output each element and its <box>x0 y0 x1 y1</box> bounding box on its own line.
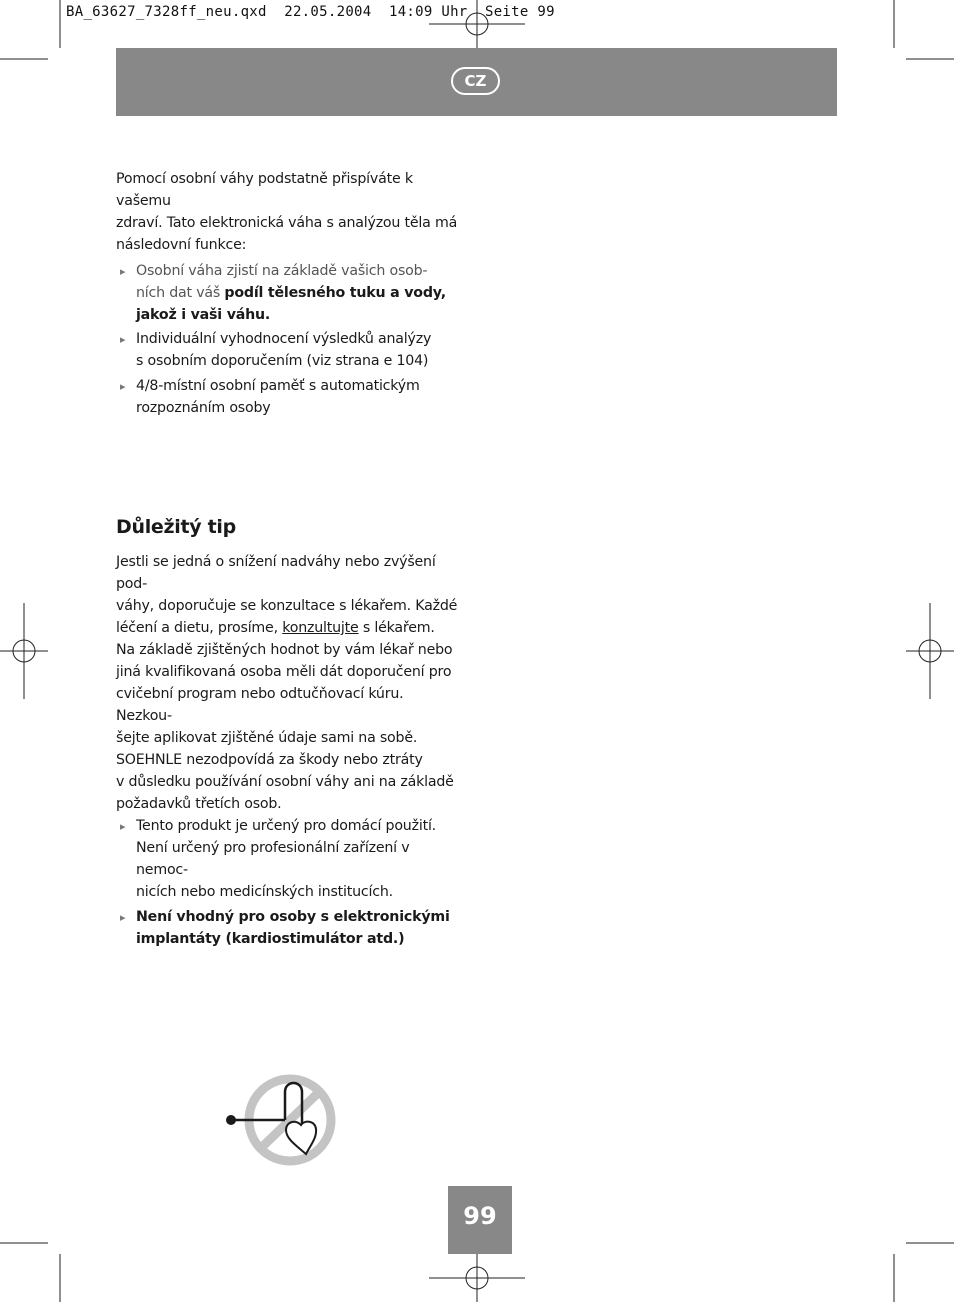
bullet-arrow-icon: ▸ <box>120 820 126 833</box>
page-number: 99 <box>448 1186 512 1254</box>
bullet-arrow-icon: ▸ <box>120 265 126 278</box>
feature-line: Individuální vyhodnocení výsledků analýzy <box>136 331 432 347</box>
feature-bold-text: podíl tělesného tuku a vody, <box>224 285 446 301</box>
tip-line: jiná kvalifikovaná osoba měli dát doporučení pro <box>116 664 452 680</box>
tip-bullet-line: Tento produkt je určený pro domácí použití. <box>136 818 436 834</box>
tip-line: požadavků třetích osob. <box>116 796 282 812</box>
bullet-arrow-icon: ▸ <box>120 911 126 924</box>
tip-line: SOEHNLE nezodpovídá za škody nebo ztráty <box>116 752 423 768</box>
feature-line: Osobní váha zjistí na základě vašich osob- <box>136 263 428 279</box>
header-band <box>116 48 837 116</box>
tip-bullet-warning <box>116 906 461 950</box>
feature-list <box>116 260 461 419</box>
tip-line: v důsledku používání osobní váhy ani na základě <box>116 774 454 790</box>
tip-line: Na základě zjištěných hodnot by vám lékař nebo <box>116 642 453 658</box>
feature-line: rozpoznáním osoby <box>136 400 271 416</box>
tip-line: cvičební program nebo odtučňovací kúru. Nezkou- <box>116 686 404 724</box>
print-slug: BA_63627_7328ff_neu.qxd 22.05.2004 14:09 Uhr Seite 99 <box>66 4 555 20</box>
tip-text: léčení a dietu, prosíme, <box>116 620 283 636</box>
tip-bullet <box>116 815 461 903</box>
feature-text: ních dat váš <box>136 285 225 301</box>
tip-line: šejte aplikovat zjištěné údaje sami na sobě. <box>116 730 418 746</box>
bullet-arrow-icon: ▸ <box>120 380 126 393</box>
intro-line: Pomocí osobní váhy podstatně přispíváte k vašemu <box>116 171 413 209</box>
tip-underlined-text: konzultujte <box>282 620 359 636</box>
tip-bullet-line: implantáty (kardiostimulátor atd.) <box>136 931 405 947</box>
tip-bullet-line: Není určený pro profesionální zařízení v nemoc- <box>136 840 410 878</box>
section-heading: Důležitý tip <box>116 516 236 538</box>
feature-item <box>116 260 461 326</box>
tip-line <box>116 617 461 639</box>
tip-line: váhy, doporučuje se konzultace s lékařem. Každé <box>116 598 458 614</box>
tip-paragraph <box>116 551 461 950</box>
no-pacemaker-icon <box>222 1072 338 1170</box>
intro-line: zdraví. Tato elektronická váha s analýzou těla má <box>116 215 458 231</box>
feature-line: 4/8-místní osobní paměť s automatickým <box>136 378 420 394</box>
intro-line: následovní funkce: <box>116 237 247 253</box>
feature-bold-line: jakož i vaši váhu. <box>136 307 271 323</box>
tip-text: s lékařem. <box>358 620 435 636</box>
feature-item <box>116 328 461 372</box>
intro-paragraph <box>116 168 461 256</box>
tip-line: Jestli se jedná o snížení nadváhy nebo zvýšení pod- <box>116 554 436 592</box>
tip-bullet-line: Není vhodný pro osoby s elektronickými <box>136 909 450 925</box>
language-badge: CZ <box>451 67 500 95</box>
feature-line: s osobním doporučením (viz strana e 104) <box>136 353 429 369</box>
feature-item <box>116 375 461 419</box>
tip-bullet-line: nicích nebo medicínských institucích. <box>136 884 393 900</box>
feature-line <box>136 282 461 304</box>
bullet-arrow-icon: ▸ <box>120 333 126 346</box>
